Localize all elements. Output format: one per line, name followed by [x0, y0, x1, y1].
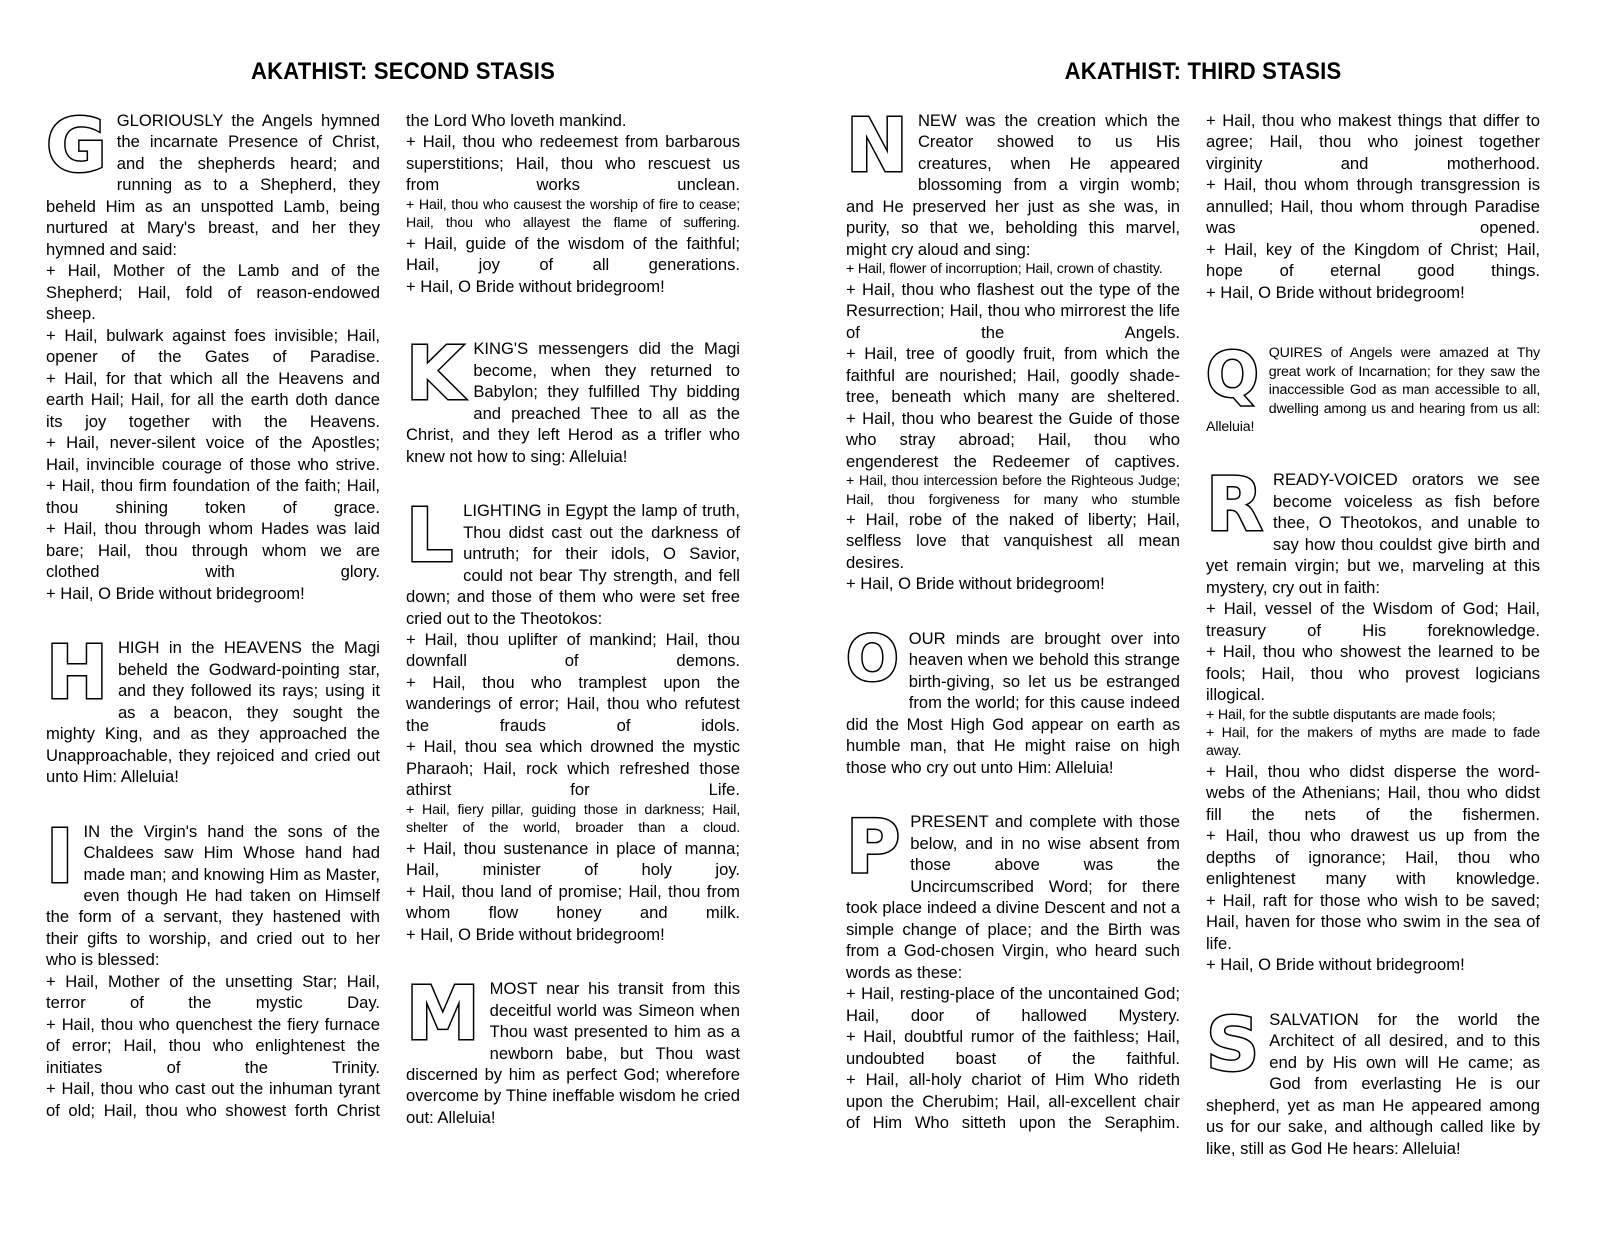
dropcap-i: I: [46, 813, 74, 900]
stanza-i-hail-4: + Hail, thou who redeemest from barbarous superstitions; Hail, thou who rescuest us from works unclean.: [406, 132, 740, 195]
dropcap-o: O: [846, 621, 899, 695]
stanza-k: [406, 331, 740, 467]
stanza-g-refrain: + Hail, O Bride without bridegroom!: [46, 583, 305, 603]
stanza-p-hail-6: + Hail, key of the Kingdom of Christ; Hail, hope of eternal good things.: [1206, 239, 1540, 281]
stanza-n-hail-3: + Hail, tree of goodly fruit, from which the faithful are nourished; Hail, goodly shade-tree, beneath which many are sheltered.: [846, 344, 1180, 407]
stanza-i-hail-3: + Hail, thou who cast out the inhuman tyrant of old; Hail, thou who showest forth Christ: [46, 1079, 380, 1120]
stanza-p-refrain: + Hail, O Bride without bridegroom!: [1206, 282, 1465, 302]
stanza-p-hail-2: + Hail, doubtful rumor of the faithless; Hail, undoubted boast of the faithful.: [846, 1027, 1180, 1068]
dropcap-g: G: [46, 103, 107, 189]
column-4: [1206, 110, 1540, 1176]
dropcap-s: S: [1206, 1001, 1260, 1088]
stanza-i: [46, 813, 380, 1122]
stanza-p-hail-1: + Hail, resting-place of the uncontained God; Hail, door of hallowed Mystery.: [846, 984, 1180, 1025]
stanza-m-lead: MOST near his transit from this deceitful world was Simeon when Thou wast presented to him as a newborn babe, but Thou wast discerned by him as perfect God; wherefore overcome by Thine ineffable wisdom he cried out: Alleluia!: [406, 979, 740, 1127]
left-page-columns: [46, 103, 760, 1145]
stanza-n-hail-5: + Hail, thou intercession before the Righteous Judge; Hail, thou forgiveness for many who stumble: [846, 473, 1180, 508]
stanza-p: [846, 804, 1180, 1133]
stanza-g-hail-4: + Hail, never-silent voice of the Apostles; Hail, invincible courage of those who strive.: [46, 433, 380, 474]
stanza-l-hail-5: + Hail, thou sustenance in place of manna; Hail, minister of holy joy.: [406, 838, 740, 880]
stanza-n-hail-6: + Hail, robe of the naked of liberty; Hail, selfless love that vanquishest all mean desires.: [846, 509, 1180, 572]
stanza-n-hail-2: + Hail, thou who flashest out the type of the Resurrection; Hail, thou who mirrorest the life of the Angels.: [846, 279, 1180, 342]
stanza-i-hail-6: + Hail, guide of the wisdom of the faithful; Hail, joy of all generations.: [406, 233, 740, 275]
left-page-title: AKATHIST: SECOND STASIS: [251, 58, 555, 85]
stanza-s-lead: SALVATION for the world the Architect of all desired, and to this end by His own will He came; as God from everlasting He is our shepherd, yet as man He appeared among us for our sake, and although called like by like, still as God He hears: Alleluia!: [1206, 1009, 1540, 1158]
stanza-r-hail-6: + Hail, thou who drawest us up from the depths of ignorance; Hail, thou who enlightenest many with knowledge.: [1206, 826, 1540, 889]
stanza-i-continuation: [406, 110, 740, 297]
stanza-l-hail-4: + Hail, fiery pillar, guiding those in darkness; Hail, shelter of the world, broader than a cloud.: [406, 801, 740, 837]
stanza-l: [406, 493, 740, 945]
stanza-i-hail-5: + Hail, thou who causest the worship of fire to cease; Hail, thou who allayest the flame of suffering.: [406, 196, 740, 232]
stanza-r-hail-1: + Hail, vessel of the Wisdom of God; Hail, treasury of His foreknowledge.: [1206, 599, 1540, 640]
stanza-r-hail-4: + Hail, for the makers of myths are made to fade away.: [1206, 725, 1540, 760]
dropcap-q: Q: [1206, 338, 1259, 412]
stanza-n-lead: NEW was the creation which the Creator showed to us His creatures, when He appeared blossoming from a virgin womb; and He preserved her just as she was, in purity, so that we, beholding this marvel, might cry aloud and sing:: [846, 111, 1180, 259]
stanza-r-hail-5: + Hail, thou who didst disperse the word-webs of the Athenians; Hail, thou who didst fill the nets of the fishermen.: [1206, 761, 1540, 824]
stanza-q: [1206, 338, 1540, 436]
column-1: [46, 103, 380, 1138]
stanza-o: [846, 621, 1180, 778]
right-page: [800, 0, 1600, 1236]
dropcap-m: M: [406, 971, 480, 1058]
stanza-i-hail-2: + Hail, thou who quenchest the fiery furnace of error; Hail, thou who enlightenest the initiates of the Trinity.: [46, 1014, 380, 1077]
stanza-r-refrain: + Hail, O Bride without bridegroom!: [1206, 955, 1465, 975]
stanza-l-refrain: + Hail, O Bride without bridegroom!: [406, 924, 665, 944]
stanza-r-lead: READY-VOICED orators we see become voiceless as fish before thee, O Theotokos, and unable to say how thou couldst give birth and yet remain virgin; but we, marveling at this mystery, cry out in faith:: [1206, 470, 1540, 597]
stanza-q-lead: QUIRES of Angels were amazed at Thy great work of Incarnation; for they saw the inaccessible God as man accessible to all, dwelling among us and hearing from us all: Alleluia!: [1206, 345, 1540, 435]
stanza-p-hail-4: + Hail, thou who makest things that differ to agree; Hail, thou who joinest together virginity and motherhood.: [1206, 111, 1540, 173]
stanza-r: [1206, 462, 1540, 975]
stanza-o-lead: OUR minds are brought over into heaven when we behold this strange birth-giving, so let us be estranged from the world; for this cause indeed did the Most High God appear on earth as humble man, that He might raise on high those who cry out unto Him: Alleluia!: [846, 628, 1180, 777]
right-page-title: AKATHIST: THIRD STASIS: [1064, 58, 1342, 85]
stanza-p-continuation: [1206, 110, 1540, 303]
stanza-l-hail-1: + Hail, thou uplifter of mankind; Hail, thou downfall of demons.: [406, 629, 740, 671]
stanza-g-hail-5: + Hail, thou firm foundation of the faith; Hail, thou shining token of grace.: [46, 476, 380, 517]
stanza-n-refrain: + Hail, O Bride without bridegroom!: [846, 574, 1105, 594]
stanza-p-hail-3: + Hail, all-holy chariot of Him Who rideth upon the Cherubim; Hail, all-excellent chair of Him Who sitteth upon the Seraphim.: [846, 1070, 1180, 1133]
stanza-g-lead: GLORIOUSLY the Angels hymned the incarnate Presence of Christ, and the shepherds heard; and running as to a Shepherd, they beheld Him as an unspotted Lamb, being nurtured at Mary's breast, and her they hymned and said:: [46, 111, 380, 259]
stanza-l-hail-3: + Hail, thou sea which drowned the mystic Pharaoh; Hail, rock which refreshed those athirst for Life.: [406, 737, 740, 800]
stanza-i-carryover: the Lord Who loveth mankind.: [406, 111, 627, 130]
stanza-h: [46, 630, 380, 787]
stanza-m: [406, 971, 740, 1128]
stanza-l-hail-6: + Hail, thou land of promise; Hail, thou from whom flow honey and milk.: [406, 881, 740, 923]
stanza-i-hail-1: + Hail, Mother of the unsetting Star; Hail, terror of the mystic Day.: [46, 971, 380, 1013]
stanza-g-hail-6: + Hail, thou through whom Hades was laid bare; Hail, thou through whom we are clothed with glory.: [46, 519, 380, 582]
stanza-g: [46, 103, 380, 604]
stanza-l-hail-2: + Hail, thou who tramplest upon the wanderings of error; Hail, thou who refutest the frauds of idols.: [406, 672, 740, 735]
stanza-i-lead: IN the Virgin's hand the sons of the Chaldees saw Him Whose hand had made man; and knowing Him as Master, even though He had taken on Himself the form of a servant, they hastened with their gifts to worship, and cried out to her who is blessed:: [46, 821, 380, 970]
stanza-i-refrain: + Hail, O Bride without bridegroom!: [406, 276, 665, 296]
dropcap-p: P: [846, 804, 901, 891]
stanza-n-hail-4: + Hail, thou who bearest the Guide of those who stray abroad; Hail, thou who engenderest the Redeemer of captives.: [846, 408, 1180, 471]
right-page-columns: [846, 103, 1560, 1176]
dropcap-l: L: [406, 493, 454, 580]
dropcap-k: K: [406, 331, 464, 418]
stanza-k-lead: KING'S messengers did the Magi become, when they returned to Babylon; they fulfilled Thy bidding and preached Thee to all as the Christ, and they left Herod as a trifler who knew not how to sing: Alleluia!: [406, 339, 740, 466]
dropcap-r: R: [1206, 462, 1263, 549]
stanza-r-hail-2: + Hail, thou who showest the learned to be fools; Hail, thou who provest logicians illogical.: [1206, 642, 1540, 705]
stanza-p-hail-5: + Hail, thou whom through transgression is annulled; Hail, thou whom through Paradise was opened.: [1206, 175, 1540, 238]
stanza-g-hail-1: + Hail, Mother of the Lamb and of the Shepherd; Hail, fold of reason-endowed sheep.: [46, 261, 380, 324]
stanza-l-lead: LIGHTING in Egypt the lamp of truth, Thou didst cast out the darkness of untruth; for their idols, O Savior, could not bear Thy strength, and fell down; and those of them who were set free cried out to the Theotokos:: [406, 501, 740, 628]
dropcap-h: H: [46, 630, 108, 717]
stanza-g-hail-3: + Hail, for that which all the Heavens and earth Hail; Hail, for all the earth doth dance its joy together with the Heavens.: [46, 368, 380, 431]
stanza-h-lead: HIGH in the HEAVENS the Magi beheld the Godward-pointing star, and they followed its rays; using it as a beacon, they sought the mighty King, and as they approached the Unapproachable, they rejoiced and cried out unto Him: Alleluia!: [46, 638, 380, 787]
stanza-r-hail-7: + Hail, raft for those who wish to be saved; Hail, haven for those who swim in the sea of life.: [1206, 890, 1540, 953]
stanza-n-hail-1: + Hail, flower of incorruption; Hail, crown of chastity.: [846, 261, 1163, 278]
stanza-s: [1206, 1001, 1540, 1159]
stanza-r-hail-3: + Hail, for the subtle disputants are made fools;: [1206, 706, 1496, 723]
dropcap-n: N: [846, 103, 908, 189]
column-2: [406, 110, 740, 1145]
column-3: [846, 103, 1180, 1151]
stanza-p-lead: PRESENT and complete with those below, and in no wise absent from those above was the Uncircumscribed Word; for there took place indeed a divine Descent and not a simple change of place; and the Birth was from a God-chosen Virgin, who heard such words as these:: [846, 812, 1180, 982]
stanza-g-hail-2: + Hail, bulwark against foes invisible; Hail, opener of the Gates of Paradise.: [46, 325, 380, 367]
stanza-n: [846, 103, 1180, 595]
